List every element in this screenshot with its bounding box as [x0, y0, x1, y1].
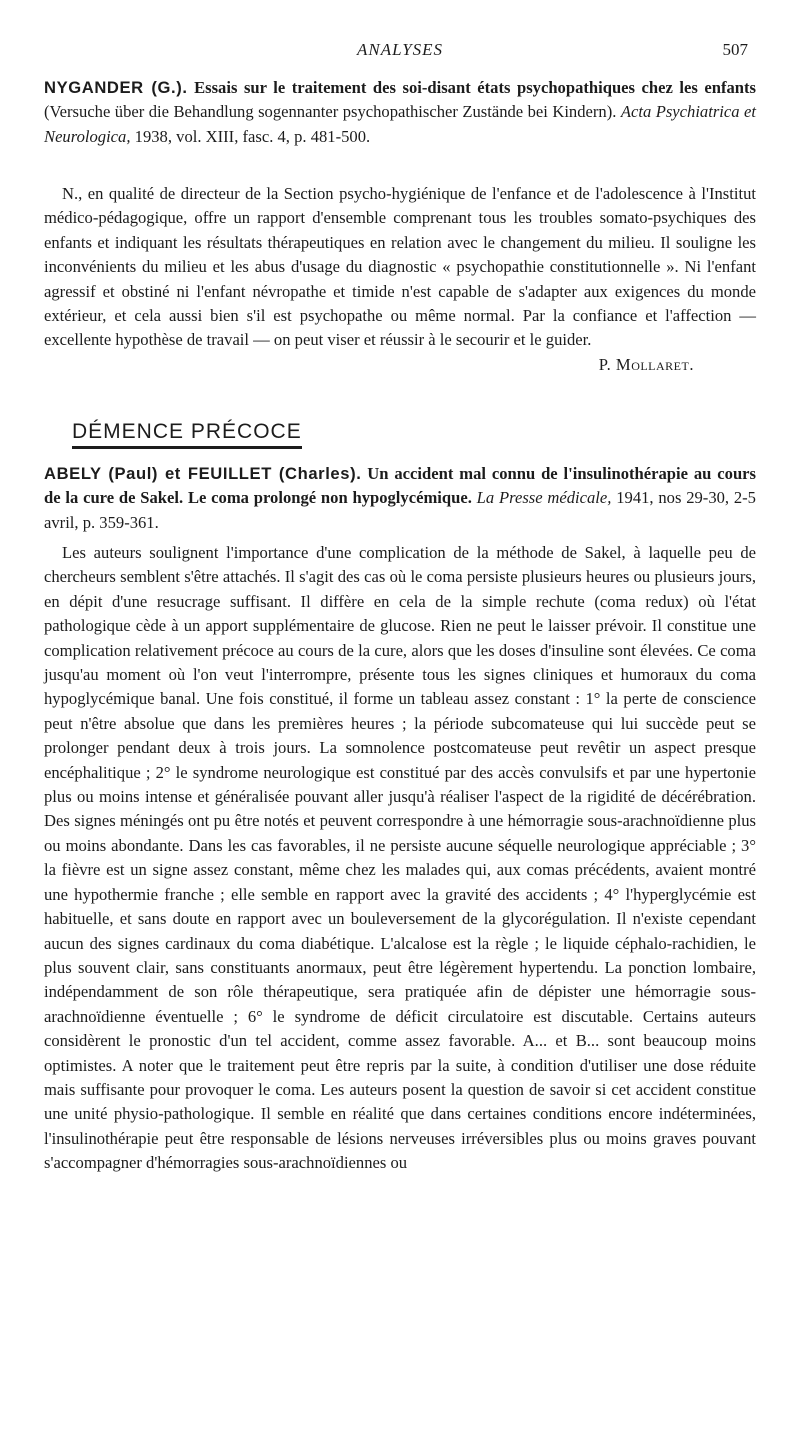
entry-title: Un accident mal connu de l'insulinothérapie au cours de la cure de Sakel. Le coma prolongé non hypoglycémique. — [44, 464, 756, 508]
entry-nygander-reference — [44, 76, 756, 149]
section-heading: DÉMENCE PRÉCOCE — [72, 420, 302, 449]
entry-title: Essais sur le traitement des soi-disant états psychopathiques chez les enfants — [194, 78, 756, 97]
entry-nygander-summary — [44, 182, 756, 377]
entry-journal: La Presse médicale, — [476, 488, 612, 508]
entry-original-title: (Versuche über die Behandlung sogennanter psychopathischer Zustände bei Kindern). — [44, 102, 617, 122]
running-head — [0, 40, 800, 64]
entry-abely-reference — [44, 462, 756, 535]
entry-citation: 1938, vol. XIII, fasc. 4, p. 481-500. — [134, 126, 371, 146]
summary-text: Les auteurs soulignent l'importance d'une complication de la méthode de Sakel, à laquelle peu de chercheurs semblent s'être attachés. Il s'agit des cas où le coma persiste plusieurs heures ou plusieurs jours, en dépit d'une resucrage suffisant. Il diffère en cela de la simple rechute (coma redux) où l'état pathologique cède à un apport supplémentaire de glucose. Rien ne peut le laisser prévoir. Il constitue une complication relativement précoce au cours de la cure, alors que les doses d'insuline sont élevées. Ce coma jusqu'au moment où l'on veut l'interrompre, présente tous les signes cliniques et humoraux du coma hypoglycémique banal. Une fois constitué, il forme un tableau assez constant : 1° la perte de conscience peut n'être absolue que dans les premières heures ; la période subcomateuse qui lui succède peut se prolonger pendant deux à trois jours. La somnolence postcomateuse peut revêtir un aspect presque encéphalitique ; 2° le syndrome neurologique est constitué par des accès convulsifs et par une hypertonie plus ou moins intense et généralisée pouvant aller jusqu'à réaliser l'aspect de la rigidité de décérébration. Des signes méningés ont pu être notés et peuvent correspondre à une hémorragie sous-arachnoïdienne plus ou moins abondante. Dans les cas favorables, il ne persiste aucune séquelle neurologique appréciable ; 3° la fièvre est un signe assez constant, même chez les malades qui, aux comas précédents, avaient montré une hypothermie franche ; elle semble en rapport avec la gravité des accidents ; 4° l'hyperglycémie est habituelle, et sans doute en rapport avec un bouleversement de la glycorégulation. Il n'existe cependant aucun des signes cardinaux du coma diabétique. L'alcalose est la règle ; le liquide céphalo-rachidien, le plus souvent clair, sans constituants anormaux, peut être légèrement hypertendu. La ponction lombaire, indépendamment de son rôle thérapeutique, sera pratiquée afin de dépister une hémorragie sous-arachnoïdienne éventuelle ; 6° le syndrome de déficit circulatoire est discutable. Certains auteurs considèrent le pronostic d'un tel accident, comme assez favorable. A... et B... sont beaucoup moins optimistes. A noter que le traitement peut être repris par la suite, à condition d'utiliser une dose réduite mais suffisante pour provoquer le coma. Les auteurs posent la question de savoir si cet accident constitue une unité physio-pathologique. Il semble en réalité que dans certaines conditions encore indéterminées, l'insulinothérapie peut être responsable de lésions nerveuses irréversibles plus ou moins graves pouvant s'accompagner d'hémorragies sous-arachnoïdiennes ou — [44, 543, 756, 1173]
entry-citation: 1941, nos 29-30, 2-5 avril, p. 359-361. — [44, 488, 756, 532]
page-number: 507 — [722, 40, 748, 59]
entry-journal: Acta Psychiatrica et Neurologica, — [44, 102, 756, 146]
entry-author: ABELY (Paul) et FEUILLET (Charles). — [44, 464, 362, 483]
entry-abely-summary — [44, 541, 756, 1176]
reviewer-signature: P. Mollaret. — [598, 354, 694, 374]
summary-text: N., en qualité de directeur de la Section psycho-hygiénique de l'enfance et de l'adolescence à l'Institut médico-pédagogique, offre un rapport d'ensemble comprenant tous les troubles somato-psychiques des enfants et indiquant les résultats thérapeutiques en relation avec le changement du milieu. Il souligne les inconvénients du milieu et les abus d'usage du diagnostic « psychopathie constitutionnelle ». Ni l'enfant agressif et obstiné ni l'enfant névropathe et timide n'est capable de s'adapter aux exigences du monde extérieur, et cela aussi bien s'il est psychopathe ou même normal. Par la confiance et l'affection — excellente hypothèse de travail — on peut viser et réussir à le secourir et le guider. — [44, 184, 756, 350]
running-head-title: ANALYSES — [356, 40, 444, 59]
entry-author: NYGANDER (G.). — [44, 78, 188, 97]
